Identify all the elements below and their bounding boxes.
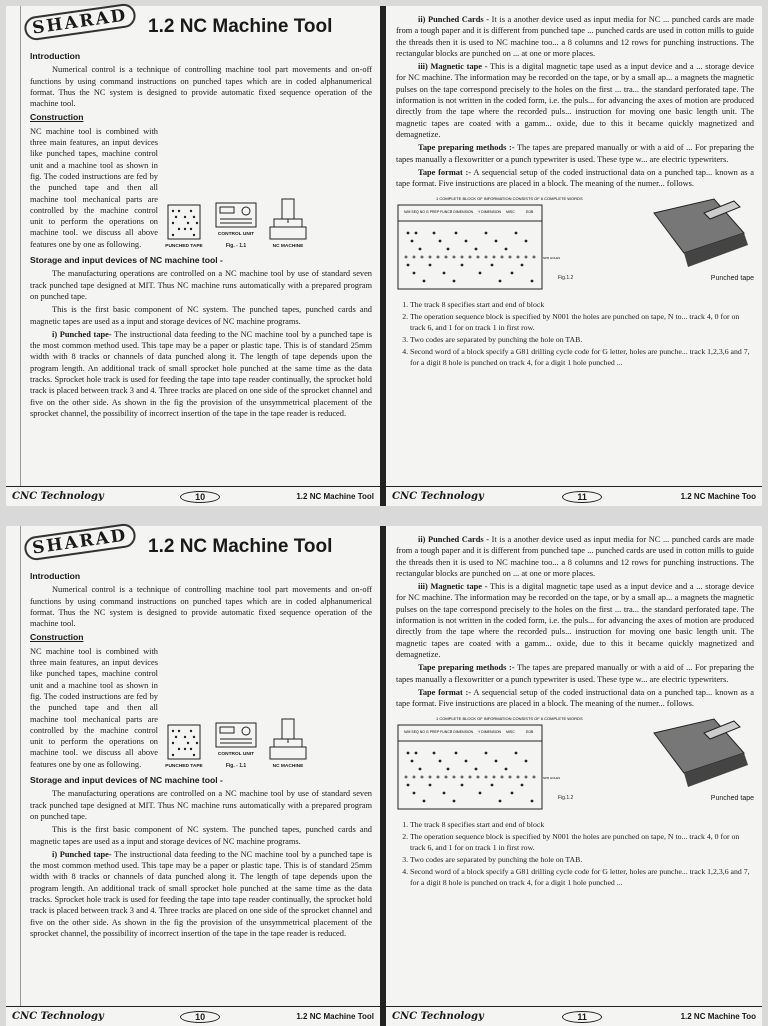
intro-text: Numerical control is a technique of controlling machine tool part movements and on-off functions by using command instructions on punched tapes which are in coded alphanumerical format. Thus the NC system is designed to provide automatic fixed sequence operation of the machine tool. <box>30 585 372 629</box>
footer-brand: CNC Technology <box>12 491 104 502</box>
list-item: 4. Second word of a block specify a G81 drilling cycle code for G letter, holes are punche... track 1,2,3,6 and 7, for a digit 8 hole is punched on track 4, for a digit 1 hole punched ... <box>410 346 754 368</box>
photo-caption: Punched tape <box>710 795 754 803</box>
tape-col: EOB <box>526 730 534 735</box>
page-number: 11 <box>562 1011 602 1023</box>
punched-tape-photo <box>558 713 754 816</box>
page-footer <box>386 1006 762 1026</box>
punched-tape-icon <box>164 723 204 761</box>
footer-title: 1.2 NC Machine Tool <box>296 1012 374 1021</box>
nc-system-figure <box>164 646 372 772</box>
punched-cards-text: It is a another device used as input media for NC ... punched cards are made from a tough paper and it is different from punched tape ... punched cards are used in cotton mills to guide the threads then it is used to NC machine too... a 8 columns and 12 rows for punching instructions. The rectangular blocks are punched on ... at one or more places. <box>396 15 754 58</box>
page-footer <box>386 486 762 506</box>
storage-heading: Storage and input devices of NC machine tool - <box>30 255 223 266</box>
tape-header: 1 COMPLETE BLOCK OF INFORMATION CONSISTS OF 6 COMPLETE WORDS <box>436 716 583 722</box>
storage-heading: Storage and input devices of NC machine tool - <box>30 775 223 786</box>
fig-label: PUNCHED TAPE <box>165 763 203 769</box>
basic-component-text: This is the first basic component of NC system. The punched tapes, punched cards and magnetic tapes are used as a input and storage devices of NC machine programs. <box>30 825 372 846</box>
tape-side-label: SPR HOLES <box>543 256 561 261</box>
fig-label: PUNCHED TAPE <box>165 243 203 249</box>
fig-punched-tape <box>164 723 204 772</box>
tape-col: MISC <box>506 730 515 735</box>
tape-prep-text: The tapes are prepared manually or with a aid of ... For preparing the tapes manually a flexowritter or a punch typewriter is used. These type w... are electric typewriters. <box>396 663 754 684</box>
fig-control-unit <box>214 199 258 252</box>
punched-cards-text: It is a another device used as input media for NC ... punched cards are made from a tough paper and it is different from punched tape ... punched cards are used in cotton mills to guide the threads then it is used to NC machine too... a 8 columns and 12 rows for punching instructions. The rectangular blocks are punched on ... at one or more places. <box>396 535 754 578</box>
construction-heading: Construction <box>30 632 84 643</box>
fig-control-unit <box>214 719 258 772</box>
page-footer <box>6 486 380 506</box>
control-unit-icon <box>214 199 258 229</box>
tape-reader-illustration <box>644 713 754 793</box>
fig-caption: Fig. - 1.1 <box>225 762 247 769</box>
construction-text: NC machine tool is combined with three main features, an input devices like punched tapes, machine control unit and a machine tool as shown in fig. The coded instructions are fed by the punched tape and then all machine tool mechanical parts are controlled by the machine control unit to perform the operations on machine tool. we discuss all above features one by one as following. <box>30 126 158 249</box>
tape-prep-label: Tape preparing methods :- <box>418 143 515 153</box>
fig-label: CONTROL UNIT <box>217 752 255 758</box>
list-item: 4. Second word of a block specify a G81 drilling cycle code for G letter, holes are punche... track 1,2,3,6 and 7, for a digit 8 hole is punched on track 4, for a digit 1 hole punched ... <box>410 866 754 888</box>
fig-label: Fig.1.2 <box>558 275 574 282</box>
tape-col: EOB <box>526 210 534 215</box>
tape-col: G PREP FUNCT <box>426 730 452 735</box>
tape-reader-illustration <box>644 193 754 273</box>
tape-side-label: SPR HOLES <box>543 776 561 781</box>
fig-caption: Fig. - 1.1 <box>225 242 247 249</box>
tape-format-text: A sequencial setup of the coded instructional data on a punched tap... known as a tape format. Five instructions are placed in a block. The meaning of the numer... follows. <box>396 687 754 709</box>
tape-format-label: Tape format :- <box>418 687 472 697</box>
tape-col: Y DIMENSION <box>478 730 502 735</box>
margin-line <box>20 526 21 1006</box>
tape-prep-text: The tapes are prepared manually or with a aid of ... For preparing the tapes manually a flexowritter or a punch typewriter is used. These type w... are electric typewriters. <box>396 143 754 164</box>
page-footer <box>6 1006 380 1026</box>
tape-col: Y DIMENSION <box>478 210 502 215</box>
fig-punched-tape <box>164 203 204 252</box>
list-item: 1. The track 8 specifies start and end of block <box>410 819 754 830</box>
left-page <box>6 526 380 1026</box>
construction-text: NC machine tool is combined with three main features, an input devices like punched tapes, machine control unit and a machine tool as shown in fig. The coded instructions are fed by the punched tape and then all machine tool mechanical parts are controlled by the machine control unit to perform the operations on machine tool. we discuss all above features one by one as following. <box>30 646 158 769</box>
punched-tape-photo <box>558 193 754 296</box>
left-page <box>6 6 380 506</box>
punched-cards-label: ii) Punched Cards - <box>418 15 490 24</box>
fig-nc-machine <box>268 197 308 252</box>
page-title: 1.2 NC Machine Tool <box>148 536 333 557</box>
page-number: 10 <box>180 491 220 503</box>
list-item: 2. The operation sequence block is specified by N001 the holes are punched on tape, N to... track 4, 0 for on track 6, and 1 for on track 1 in first row. <box>410 311 754 333</box>
fig-label: Fig.1.2 <box>558 795 574 802</box>
fig-label: CONTROL UNIT <box>217 232 255 238</box>
punched-tape-label: i) Punched tape- <box>52 849 112 859</box>
tape-format-steps <box>410 819 754 888</box>
tape-header: 1 COMPLETE BLOCK OF INFORMATION CONSISTS OF 6 COMPLETE WORDS <box>436 196 583 202</box>
nc-machine-icon <box>268 717 308 761</box>
punched-tape-text: The instructional data feeding to the NC machine tool by a punched tape is the most common method used. This tape may be a paper or plastic tape. This is of standard 25mm width with 8 tracks or channels of data punched along it. The length of tape depends upon the program length. An additional track of small sprocket hole punched at the same time as the data tracks. Sprocket hole track is used for feeding the tape into tape reader continually, the sprocket hold track is placed between track 3 and 4. Three tracks are placed on one side of the sprocket channel and five on the other side. As shown in the fig the provision of the unsymmetrical placement of the sprocket channel, the possibility of incorrect insertion of the tape in the tape reader is reduced. <box>30 329 372 418</box>
footer-brand: CNC Technology <box>392 1011 484 1022</box>
fig-label: NC MACHINE <box>272 243 304 249</box>
fig-nc-machine <box>268 717 308 772</box>
footer-brand: CNC Technology <box>392 491 484 502</box>
fig-label: NC MACHINE <box>272 763 304 769</box>
page-number: 11 <box>562 491 602 503</box>
control-unit-icon <box>214 719 258 749</box>
magnetic-tape-label: iii) Magnetic tape - <box>418 62 488 72</box>
right-page <box>386 526 762 1026</box>
margin-line <box>20 6 21 486</box>
punched-tape-label: i) Punched tape- <box>52 329 112 339</box>
footer-title: 1.2 NC Machine Too <box>680 492 756 501</box>
tape-col: MISC <box>506 210 515 215</box>
tape-col: N/M SEQ NO <box>404 730 426 735</box>
storage-text: The manufacturing operations are controlled on a NC machine tool by use of standard seven track punched tape designed at MIT. Thus NC machine runs automatically with a prepared program on punched tape. <box>30 789 372 821</box>
intro-heading: Introduction <box>30 51 81 61</box>
scan-sheet-top <box>6 6 762 506</box>
punched-cards-label: ii) Punched Cards - <box>418 535 490 544</box>
tape-col: X DIMENSION <box>450 210 474 215</box>
punched-tape-text: The instructional data feeding to the NC machine tool by a punched tape is the most common method used. This tape may be a paper or plastic tape. This is of standard 25mm width with 8 tracks or channels of data punched along it. The length of tape depends upon the program length. An additional track of small sprocket hole punched at the same time as the data tracks. Sprocket hole track is used for feeding the tape into tape reader continually, the sprocket hold track is placed between track 3 and 4. Three tracks are placed on one side of the sprocket channel and five on the other side. As shown in the fig the provision of the unsymmetrical placement of the sprocket channel, the possibility of incorrect insertion of the tape in the tape reader is reduced. <box>30 849 372 938</box>
footer-title: 1.2 NC Machine Too <box>680 1012 756 1021</box>
construction-heading: Construction <box>30 112 84 123</box>
list-item: 2. The operation sequence block is specified by N001 the holes are punched on tape, N to... track 4, 0 for on track 6, and 1 for on track 1 in first row. <box>410 831 754 853</box>
magnetic-tape-text: This is a digital magnetic tape used as a input device and a ... storage device for NC machine. The information may be recorded on the tape, or by a small ap... a magnets the magnetic pulses on the tape correspond precisely to the holes on the first ... tra... the standard perforated tape. The information is not written in the coded form, i.e. the puls... for advancing the axes of motion are produced directly from the tape where the recorded puls... instruction for moving one basic length unit. The magnetic tapes are coated with a gamm... oxide, due to this it became quickly magnetized and demagnetize. <box>396 62 754 139</box>
intro-heading: Introduction <box>30 571 81 581</box>
magnetic-tape-text: This is a digital magnetic tape used as a input device and a ... storage device for NC machine. The information may be recorded on the tape, or by a small ap... a magnets the magnetic pulses on the tape correspond precisely to the holes on the first ... tra... the standard perforated tape. The information is not written in the coded form, i.e. the puls... for advancing the axes of motion are produced directly from the tape where the recorded puls... instruction for moving one basic length unit. The magnetic tapes are coated with a gamm... oxide, due to this it became quickly magnetized and demagnetize. <box>396 582 754 659</box>
page-title: 1.2 NC Machine Tool <box>148 16 333 37</box>
tape-format-text: A sequencial setup of the coded instructional data on a punched tap... known as a tape format. Five instructions are placed in a block. The meaning of the numer... follows. <box>396 167 754 189</box>
list-item: 3. Two codes are separated by punching the hole on TAB. <box>410 334 754 345</box>
intro-text: Numerical control is a technique of controlling machine tool part movements and on-off functions by using command instructions on punched tapes which are in coded alphanumerical format. Thus the NC system is designed to provide automatic fixed sequence operation of the machine tool. <box>30 65 372 109</box>
list-item: 1. The track 8 specifies start and end of block <box>410 299 754 310</box>
storage-text: The manufacturing operations are controlled on a NC machine tool by use of standard seven track punched tape designed at MIT. Thus NC machine runs automatically with a prepared program on punched tape. <box>30 269 372 301</box>
nc-machine-icon <box>268 197 308 241</box>
basic-component-text: This is the first basic component of NC system. The punched tapes, punched cards and magnetic tapes are used as a input and storage devices of NC machine programs. <box>30 305 372 326</box>
photo-caption: Punched tape <box>710 275 754 283</box>
handwritten-stamp: SHARAD <box>23 522 137 561</box>
magnetic-tape-label: iii) Magnetic tape - <box>418 582 488 592</box>
footer-title: 1.2 NC Machine Tool <box>296 492 374 501</box>
handwritten-stamp: SHARAD <box>23 2 137 41</box>
footer-brand: CNC Technology <box>12 1011 104 1022</box>
right-page <box>386 6 762 506</box>
nc-system-figure <box>164 126 372 252</box>
tape-col: G PREP FUNCT <box>426 210 452 215</box>
page-number: 10 <box>180 1011 220 1023</box>
punched-tape-icon <box>164 203 204 241</box>
tape-prep-label: Tape preparing methods :- <box>418 663 515 673</box>
tape-format-label: Tape format :- <box>418 167 472 177</box>
tape-format-steps <box>410 299 754 368</box>
tape-col: N/M SEQ NO <box>404 210 426 215</box>
tape-col: X DIMENSION <box>450 730 474 735</box>
scan-sheet-bottom <box>6 526 762 1026</box>
list-item: 3. Two codes are separated by punching the hole on TAB. <box>410 854 754 865</box>
